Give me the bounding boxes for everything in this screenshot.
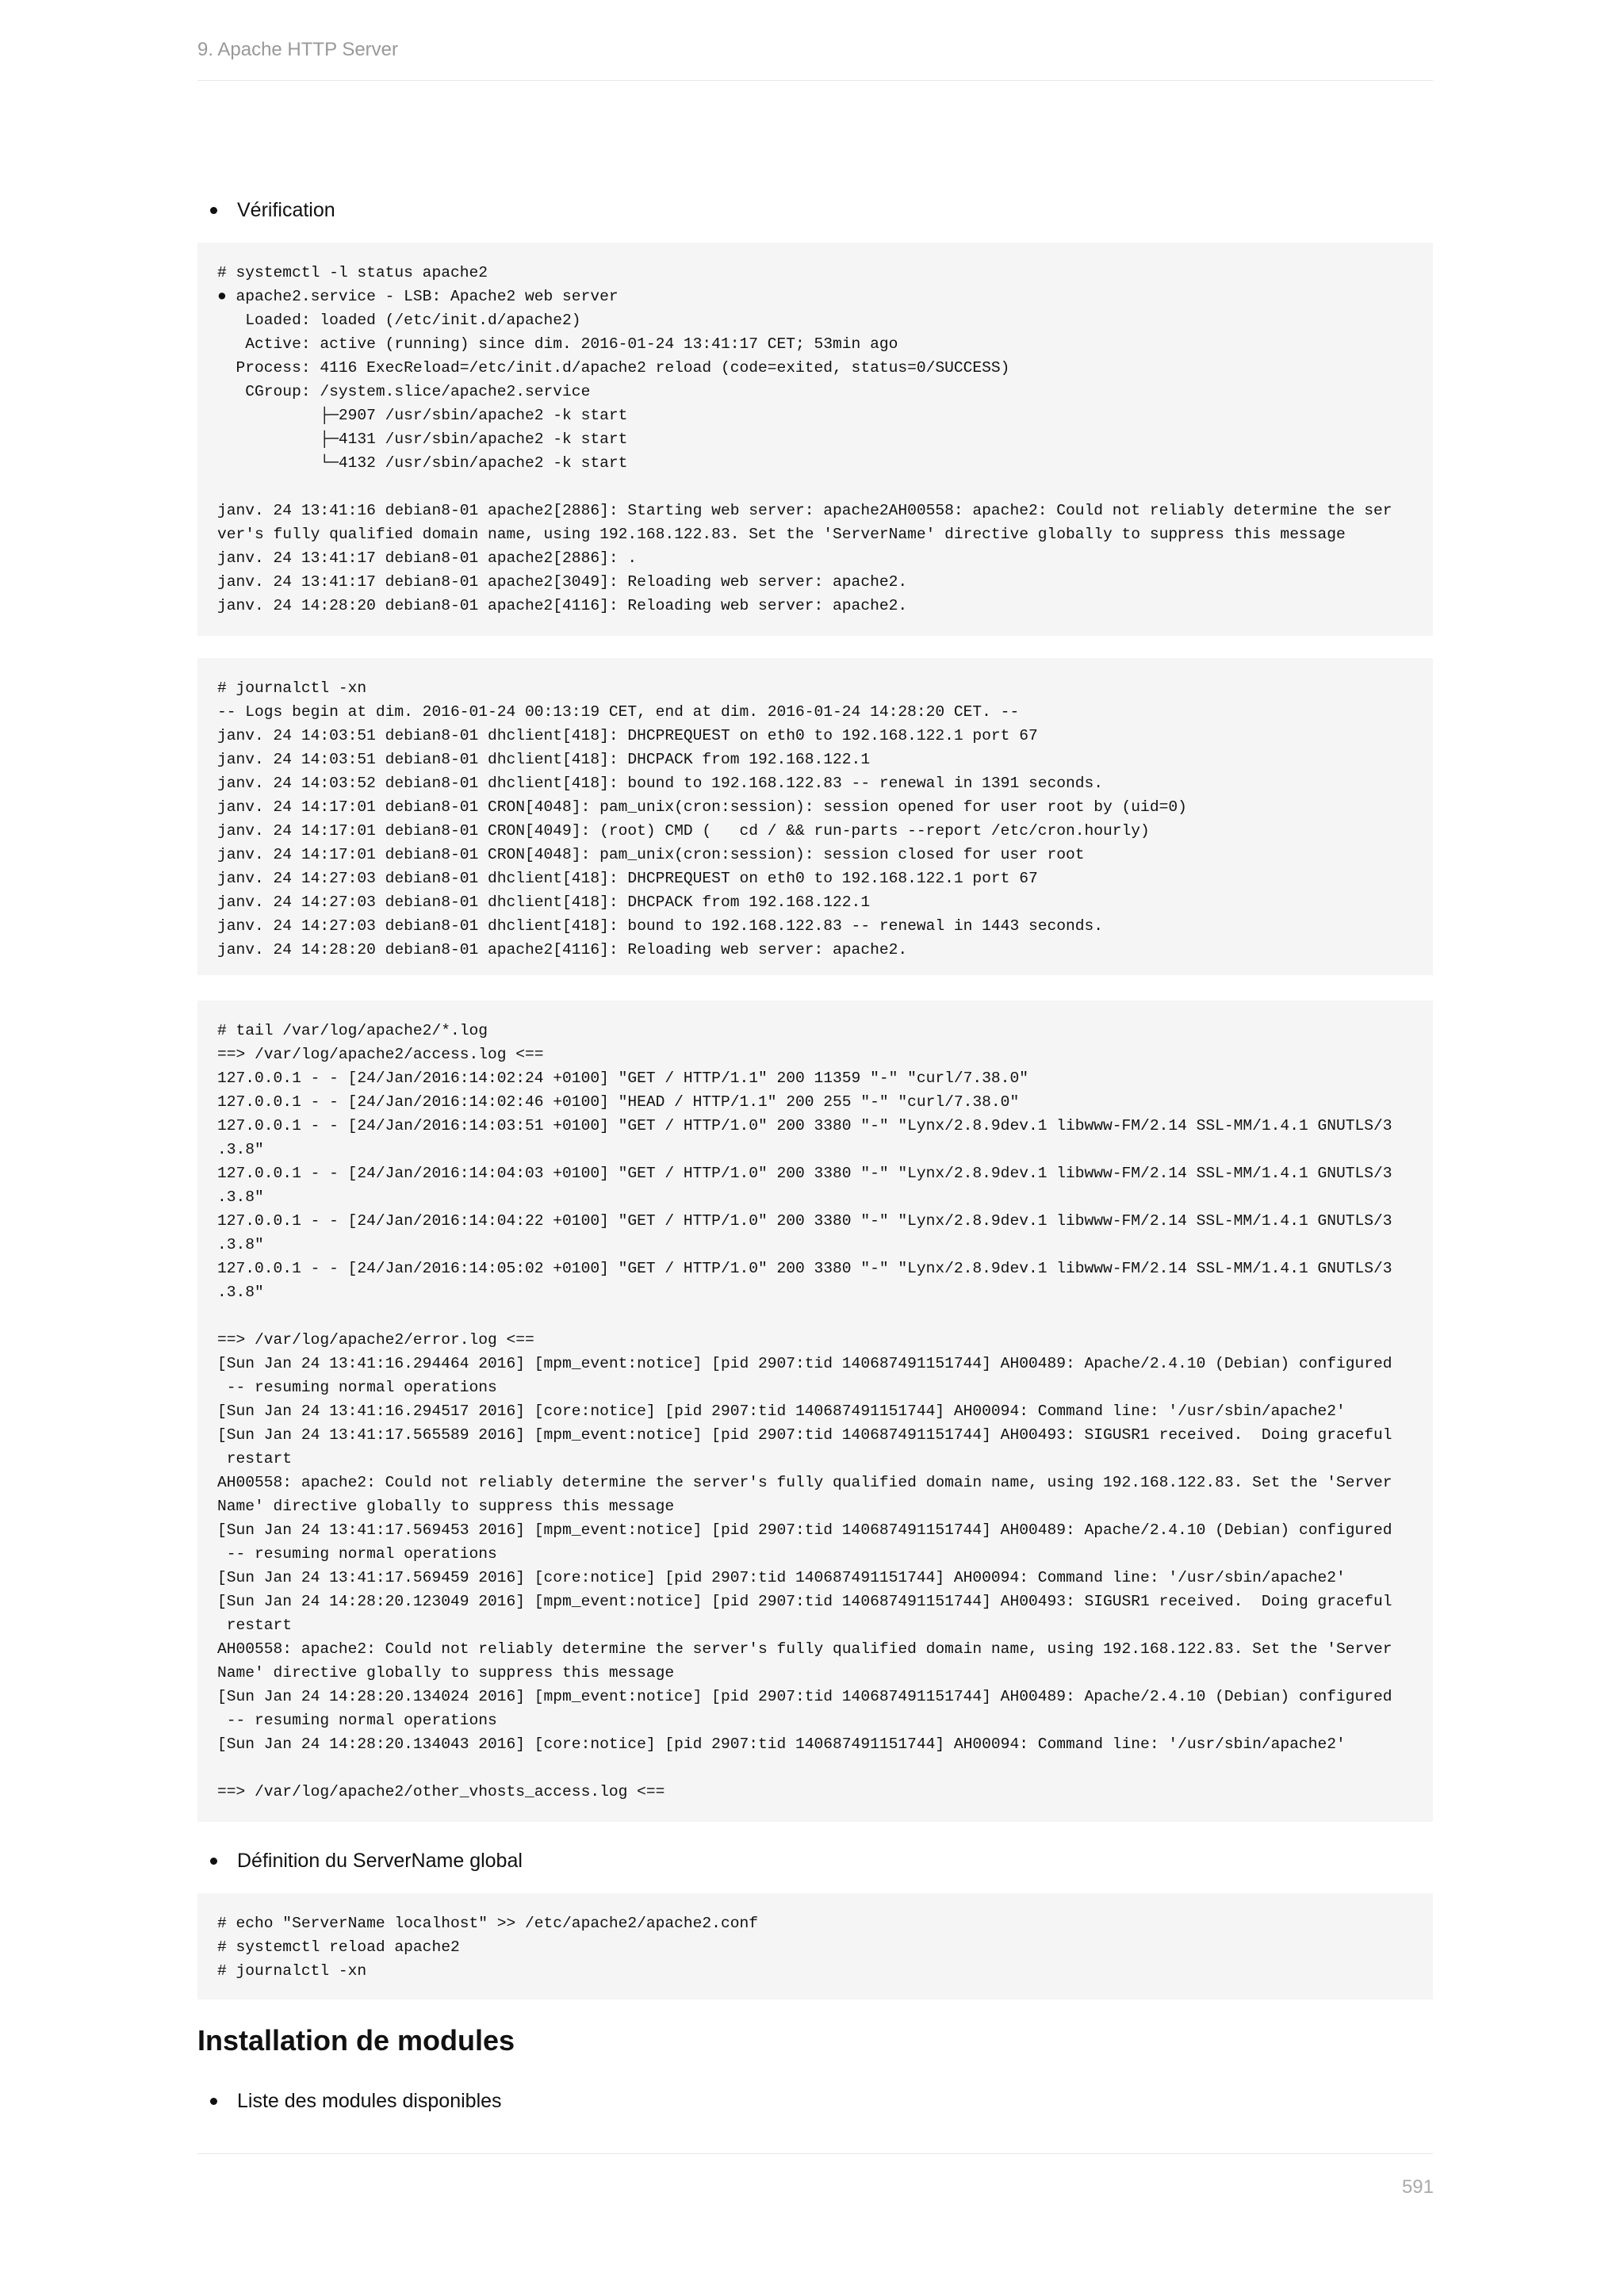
page-number: 591: [1401, 2176, 1434, 2198]
bullet-verification-label: Vérification: [237, 199, 335, 221]
footer-divider: [197, 2153, 1433, 2154]
code-block-tail-logs: # tail /var/log/apache2/*.log ==> /var/log/apache2/access.log <== 127.0.0.1 - - [24/Jan/2016:14:02:24 +0100] "GET / HTTP/1.1" 200 11359 "-" "curl/7.38.0" 127.0.0.1 - - [24/Jan/2016:14:02:46 +0100] "HEAD / HTTP/1.1" 200 255 "-" "curl/7.38.0" 127.0.0.1 - - [24/Jan/2016:14:03:51 +0100] "GET / HTTP/1.0" 200 3380 "-" "Lynx/2.8.9dev.1 libwww-FM/2.14 SSL-MM/1.4.1 GNUTLS/3 .3.8" 127.0.0.1 - - [24/Jan/2016:14:04:03 +0100] "GET / HTTP/1.0" 200 3380 "-" "Lynx/2.8.9dev.1 libwww-FM/2.14 SSL-MM/1.4.1 GNUTLS/3 .3.8" 127.0.0.1 - - [24/Jan/2016:14:04:22 +0100] "GET / HTTP/1.0" 200 3380 "-" "Lynx/2.8.9dev.1 libwww-FM/2.14 SSL-MM/1.4.1 GNUTLS/3 .3.8" 127.0.0.1 - - [24/Jan/2016:14:05:02 +0100] "GET / HTTP/1.0" 200 3380 "-" "Lynx/2.8.9dev.1 libwww-FM/2.14 SSL-MM/1.4.1 GNUTLS/3 .3.8" ==> /var/log/apache2/error.log <== [Sun Jan 24 13:41:16.294464 2016] [mpm_event:notice] [pid 2907:tid 140687491151744] AH00489: Apache/2.4.10 (Debian) configured -- resuming normal operations [Sun Jan 24 13:41:16.294517 2016] [core:notice] [pid 2907:tid 140687491151744] AH00094: Command line: '/usr/sbin/apache2' [Sun Jan 24 13:41:17.565589 2016] [mpm_event:notice] [pid 2907:tid 140687491151744] AH00493: SIGUSR1 received. Doing graceful restart AH00558: apache2: Could not reliably determine the server's fully qualified domain name, using 192.168.122.83. Set the 'Server Name' directive globally to suppress this message [Sun Jan 24 13:41:17.569453 2016] [mpm_event:notice] [pid 2907:tid 140687491151744] AH00489: Apache/2.4.10 (Debian) configured -- resuming normal operations [Sun Jan 24 13:41:17.569459 2016] [core:notice] [pid 2907:tid 140687491151744] AH00094: Command line: '/usr/sbin/apache2' [Sun Jan 24 14:28:20.123049 2016] [mpm_event:notice] [pid 2907:tid 140687491151744] AH00493: SIGUSR1 received. Doing graceful restart AH00558: apache2: Could not reliably determine the server's fully qualified domain name, using 192.168.122.83. Set the 'Server Name' directive globally to suppress this message [Sun Jan 24 14:28:20.134024 2016] [mpm_event:notice] [pid 2907:tid 140687491151744] AH00489: Apache/2.4.10 (Debian) configured -- resuming normal operations [Sun Jan 24 14:28:20.134043 2016] [core:notice] [pid 2907:tid 140687491151744] AH00094: Command line: '/usr/sbin/apache2' ==> /var/log/apache2/other_vhosts_access.log <==: [197, 1001, 1433, 1822]
bullet-modules: [209, 2087, 502, 2114]
running-header-title: 9. Apache HTTP Server: [197, 39, 399, 60]
bullet-servername-label: Définition du ServerName global: [237, 1850, 523, 1872]
code-block-servername: # echo "ServerName localhost" >> /etc/apache2/apache2.conf # systemctl reload apache2 # journalctl -xn: [197, 1893, 1433, 1999]
bullet-modules-label: Liste des modules disponibles: [237, 2090, 502, 2112]
code-block-journalctl: # journalctl -xn -- Logs begin at dim. 2016-01-24 00:13:19 CET, end at dim. 2016-01-24 14:28:20 CET. -- janv. 24 14:03:51 debian8-01 dhclient[418]: DHCPREQUEST on eth0 to 192.168.122.1 port 67 janv. 24 14:03:51 debian8-01 dhclient[418]: DHCPACK from 192.168.122.1 janv. 24 14:03:52 debian8-01 dhclient[418]: bound to 192.168.122.83 -- renewal in 1391 seconds. janv. 24 14:17:01 debian8-01 CRON[4048]: pam_unix(cron:session): session opened for user root by (uid=0) janv. 24 14:17:01 debian8-01 CRON[4049]: (root) CMD ( cd / && run-parts --report /etc/cron.hourly) janv. 24 14:17:01 debian8-01 CRON[4048]: pam_unix(cron:session): session closed for user root janv. 24 14:27:03 debian8-01 dhclient[418]: DHCPREQUEST on eth0 to 192.168.122.1 port 67 janv. 24 14:27:03 debian8-01 dhclient[418]: DHCPACK from 192.168.122.1 janv. 24 14:27:03 debian8-01 dhclient[418]: bound to 192.168.122.83 -- renewal in 1443 seconds. janv. 24 14:28:20 debian8-01 apache2[4116]: Reloading web server: apache2.: [197, 658, 1433, 975]
bullet-servername: [209, 1847, 523, 1874]
code-block-systemctl-status: # systemctl -l status apache2 ● apache2.service - LSB: Apache2 web server Loaded: loaded (/etc/init.d/apache2) Active: active (running) since dim. 2016-01-24 13:41:17 CET; 53min ago Process: 4116 ExecReload=/etc/init.d/apache2 reload (code=exited, status=0/SUCCESS) CGroup: /system.slice/apache2.service ├─2907 /usr/sbin/apache2 -k start ├─4131 /usr/sbin/apache2 -k start └─4132 /usr/sbin/apache2 -k start janv. 24 13:41:16 debian8-01 apache2[2886]: Starting web server: apache2AH00558: apache2: Could not reliably determine the ser ver's fully qualified domain name, using 192.168.122.83. Set the 'ServerName' directive globally to suppress this message janv. 24 13:41:17 debian8-01 apache2[2886]: . janv. 24 13:41:17 debian8-01 apache2[3049]: Reloading web server: apache2. janv. 24 14:28:20 debian8-01 apache2[4116]: Reloading web server: apache2.: [197, 243, 1433, 636]
section-title: Installation de modules: [197, 2024, 515, 2057]
bullet-verification: [209, 197, 335, 224]
page-header: [197, 36, 1433, 81]
